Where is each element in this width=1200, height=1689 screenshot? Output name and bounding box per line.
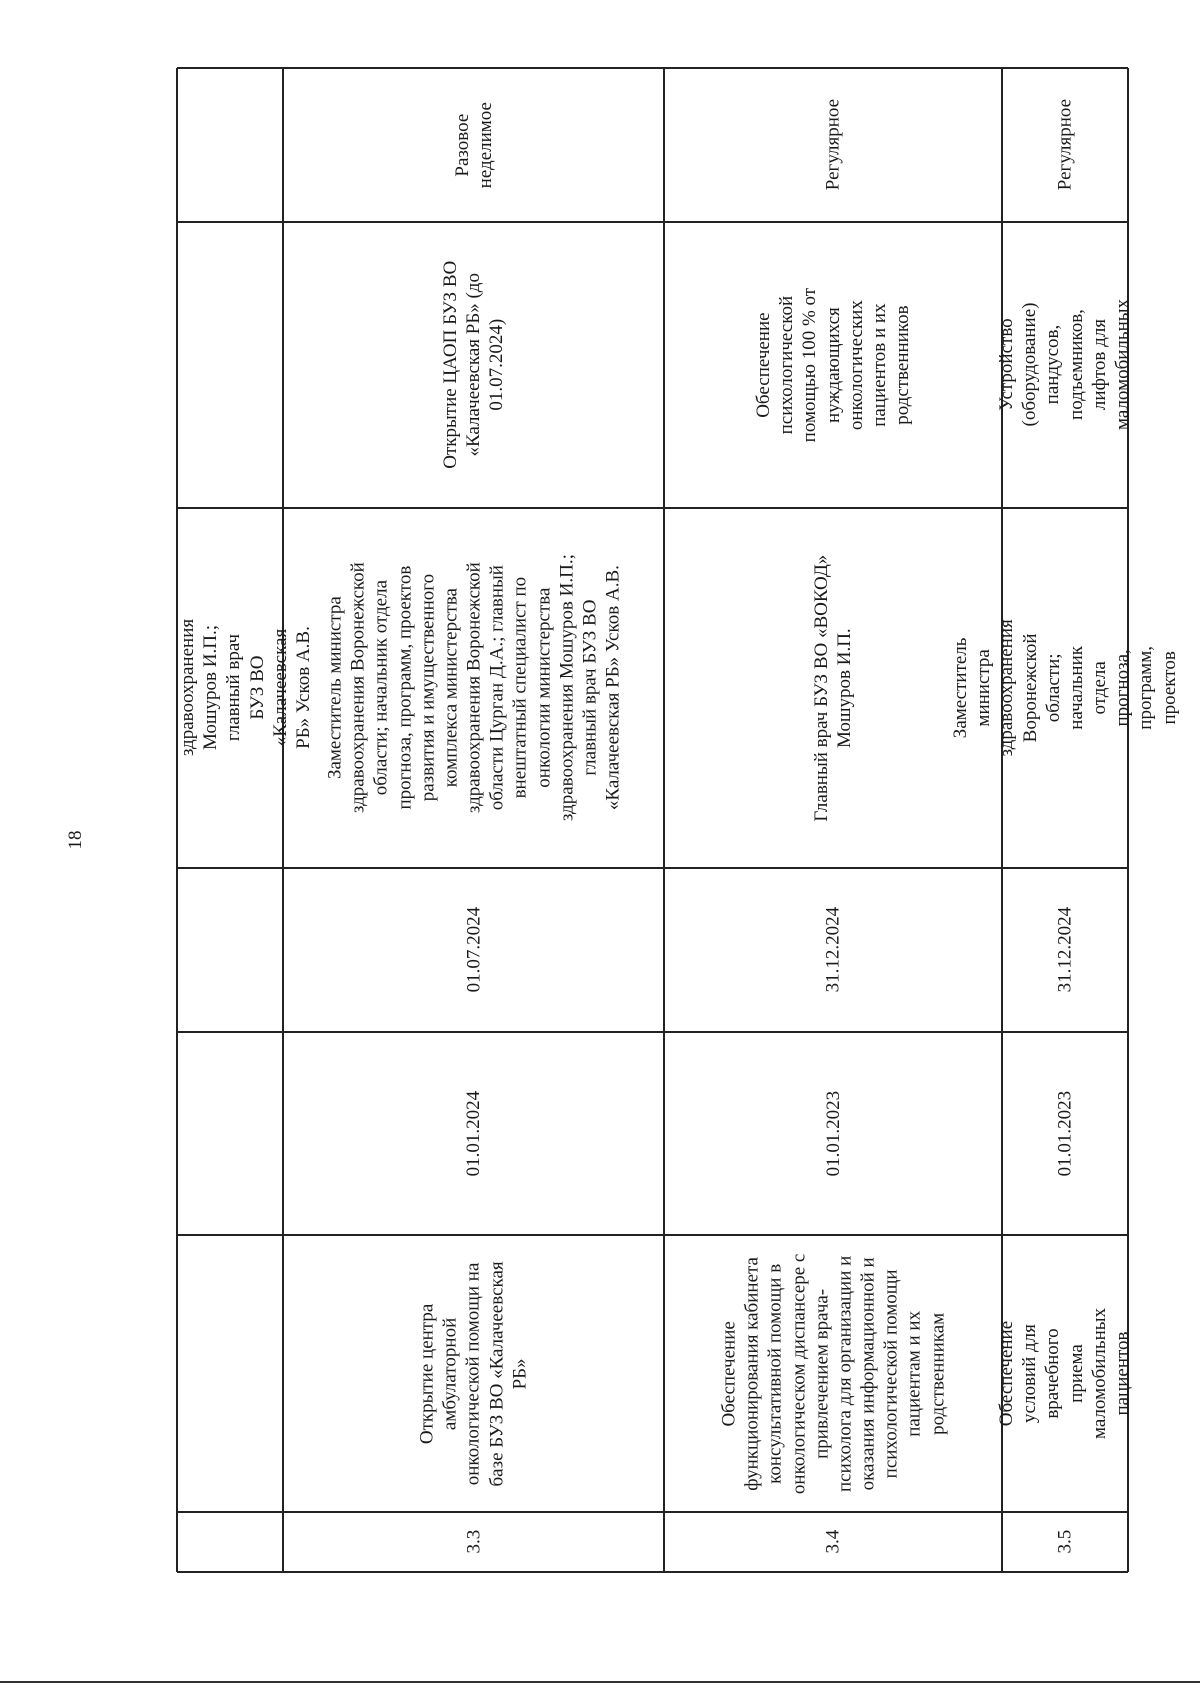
page-number: 18	[65, 830, 86, 850]
table-cell-num	[177, 1512, 283, 1572]
cell-text: 01.07.2024	[462, 907, 484, 993]
table-cell-result	[664, 222, 1002, 508]
table-cell-end	[177, 868, 283, 1032]
table-cell-responsible	[177, 508, 314, 868]
cell-text: 01.01.2023	[1054, 1090, 1076, 1177]
cell-text: 01.01.2024	[462, 1090, 484, 1177]
table-cell-end	[664, 868, 1002, 1032]
table-cell-end	[1002, 868, 1128, 1032]
cell-text: Регулярное	[1054, 99, 1076, 191]
cell-text: Устройство (оборудование) пандусов, подъемников, лифтов для маломобильных	[996, 299, 1134, 431]
table-cell-responsible	[283, 508, 664, 868]
cell-text: 3.4	[822, 1530, 844, 1554]
table-cell-event	[996, 1235, 1134, 1512]
table-cell-start	[177, 1032, 283, 1235]
cell-text: Открытие центра амбулаторной онкологической помощи на базе БУЗ ВО «Калачеевская РБ»	[416, 1260, 531, 1487]
cell-text: 31.12.2024	[1054, 907, 1076, 993]
bottom-rule	[0, 1681, 1200, 1683]
table-cell-num	[1002, 1512, 1128, 1572]
cell-text: Заместитель министра здравоохранения Воронежской области; начальник отдела прогноза, программ, проектов развития и имущественного комплекса министерства здравоохранения Воронежской области Цурган Д.А.; главный внештатный специалист по онкологии министерства здравоохранения Мошуров И.П.; главный врач БУЗ ВО «Калачеевская РБ» Усков А.В.	[323, 554, 623, 822]
cell-text: Разовое неделимое	[451, 101, 496, 189]
cell-text: 01.01.2023	[822, 1090, 844, 1177]
cell-text: Заместитель министра здравоохранения Воронежской области; начальник отдела прогноза, программ, проектов	[950, 619, 1180, 757]
table-cell-type	[1002, 68, 1128, 222]
cell-text: Главный врач БУЗ ВО «ВОКОД» Мошуров И.П.	[810, 554, 855, 822]
cell-text: Обеспечение психологической помощью 100 % от нуждающихся онкологических пациентов и их родственников	[752, 287, 913, 443]
cell-text: 3.3	[462, 1530, 484, 1554]
table-cell-end	[283, 868, 664, 1032]
cell-text: здравоохранения Мошуров И.П.; главный врач БУЗ ВО «Калачеевская РБ» Усков А.В.	[177, 619, 314, 757]
table-cell-result	[283, 222, 664, 508]
cell-text: 31.12.2024	[822, 907, 844, 993]
table-cell-start	[1002, 1032, 1128, 1235]
table-cell-event	[283, 1235, 664, 1512]
table-cell-event	[177, 1235, 283, 1512]
table-cell-type	[283, 68, 664, 222]
table-cell-type	[177, 68, 283, 222]
table-cell-num	[283, 1512, 664, 1572]
cell-text: 3.5	[1054, 1530, 1076, 1554]
cell-text: Обеспечение условий для врачебного приема маломобильных пациентов	[996, 1307, 1134, 1440]
cell-text: Обеспечение функционирования кабинета консультативной помощи в онкологическом диспансере с привлечением врача- психолога для организации и оказания информационной и психологической помощи пациентам и их родственникам	[718, 1253, 948, 1494]
table-cell-result	[996, 222, 1134, 508]
table-cell-start	[664, 1032, 1002, 1235]
cell-text: Открытие ЦАОП БУЗ ВО «Калачеевская РБ» (до 01.07.2024)	[439, 261, 508, 469]
table-cell-type	[664, 68, 1002, 222]
table-cell-event	[664, 1235, 1002, 1512]
cell-text: Регулярное	[822, 99, 844, 191]
table-cell-num	[664, 1512, 1002, 1572]
table-cell-responsible	[950, 508, 1180, 868]
table-cell-start	[283, 1032, 664, 1235]
table-cell-result	[177, 222, 283, 508]
